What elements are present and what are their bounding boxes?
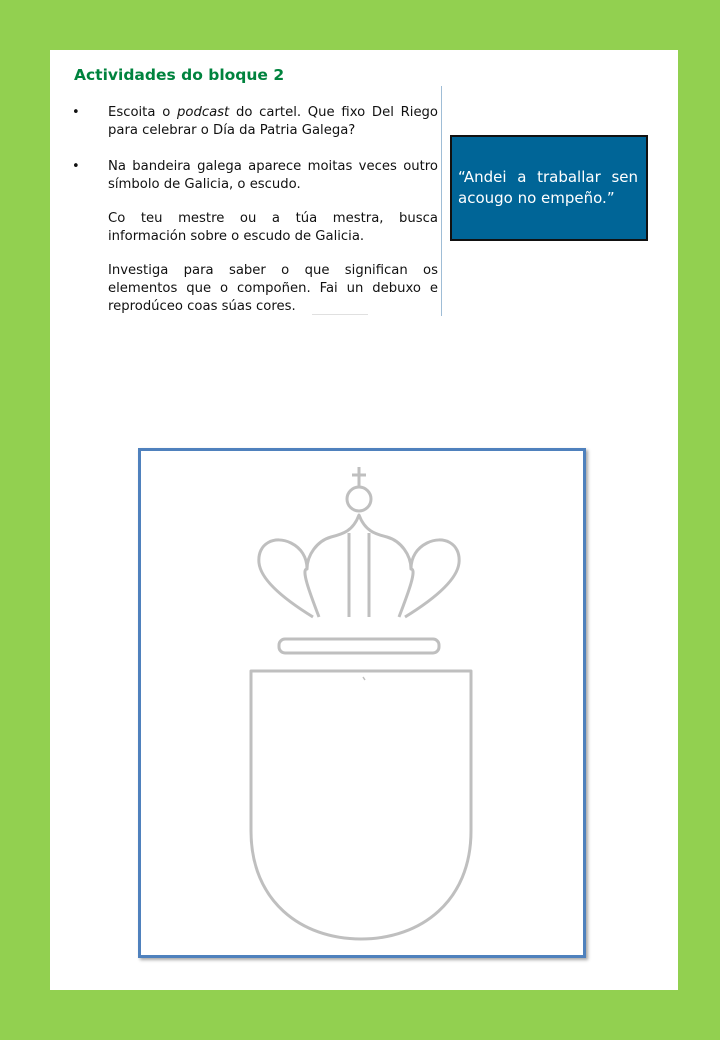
worksheet-page	[50, 50, 678, 990]
emphasis-text: podcast	[177, 105, 230, 120]
bullet-icon: •	[72, 105, 80, 120]
shield-icon	[251, 671, 471, 939]
paragraph-text: Escoita o	[108, 105, 178, 120]
orb-icon	[347, 487, 371, 511]
activity-list	[72, 104, 438, 316]
cross-icon	[352, 467, 366, 487]
crown-and-shield-icon	[141, 451, 577, 949]
activity-paragraph: Co teu mestre ou a túa mestra, busca información sobre o escudo de Galicia.	[108, 211, 438, 244]
activity-paragraph: Na bandeira galega aparece moitas veces outro símbolo de Galicia, o escudo.	[108, 159, 438, 192]
list-item	[72, 158, 438, 316]
column-divider	[441, 86, 442, 316]
quote-box	[450, 135, 648, 241]
coat-of-arms-drawing-area	[138, 448, 586, 958]
crown-icon	[259, 515, 459, 617]
activity-paragraph: Investiga para saber o que significan os elementos que o compoñen. Fai un debuxo e reprodúceo coas súas cores.	[108, 263, 438, 314]
page-title: Actividades do bloque 2	[74, 66, 285, 84]
list-item	[72, 104, 438, 140]
quote-text: “Andei a traballar sen acougo no empeño.”	[458, 168, 638, 207]
crown-band	[279, 639, 439, 653]
bullet-icon: •	[72, 159, 80, 174]
activity-paragraph	[108, 104, 438, 140]
paragraph-text: do cartel. Que fixo Del Riego para celebrar o Día da Patria Galega?	[108, 105, 438, 138]
divider	[312, 314, 368, 315]
